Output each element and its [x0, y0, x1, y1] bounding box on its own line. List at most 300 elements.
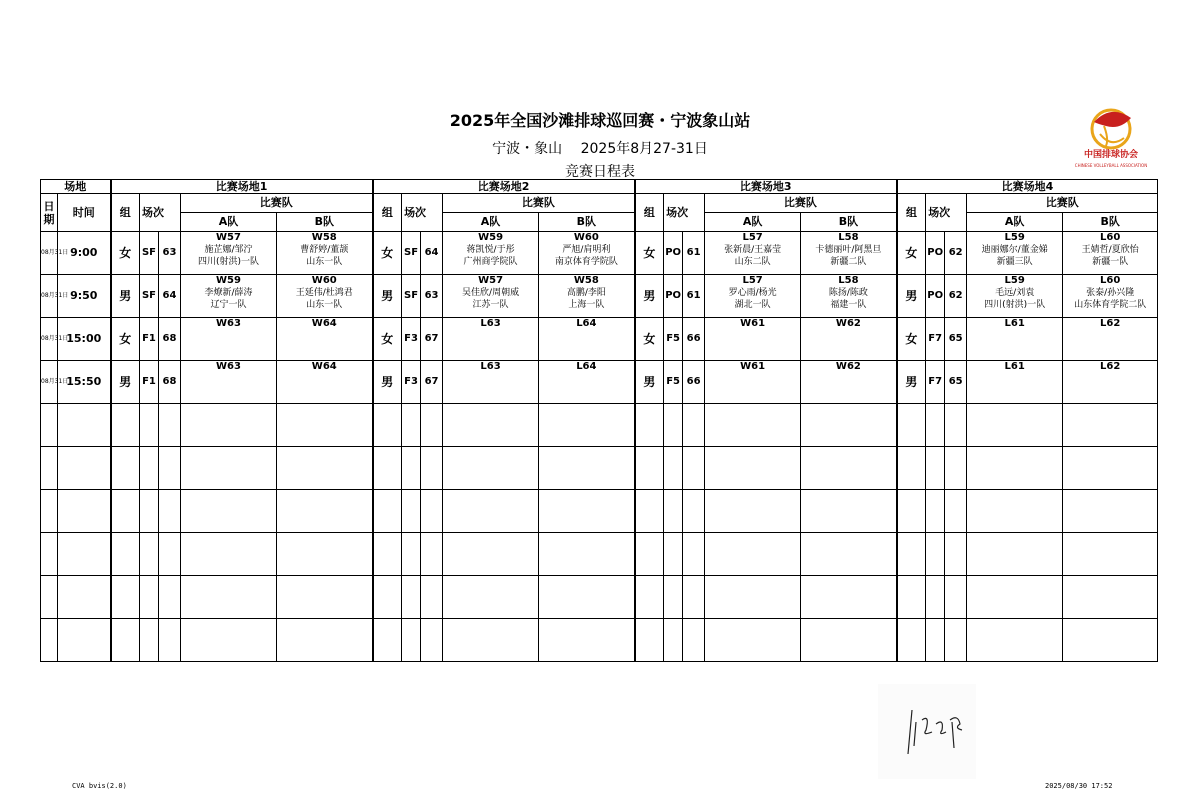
team-a-header: A队	[181, 213, 277, 232]
empty-cell	[539, 619, 635, 662]
team-seed: L57	[742, 232, 763, 243]
teams-header: 比赛队	[181, 194, 373, 213]
empty-cell	[539, 490, 635, 533]
empty-cell	[897, 576, 926, 619]
empty-cell	[140, 619, 159, 662]
team-a-cell	[443, 275, 539, 318]
team-seed: W57	[478, 275, 504, 286]
team-b-cell	[539, 318, 635, 361]
empty-cell	[705, 447, 801, 490]
match-header: 场次	[140, 194, 181, 232]
empty-cell	[945, 447, 967, 490]
team-a-cell	[705, 232, 801, 275]
group-cell: 女	[635, 318, 664, 361]
empty-cell	[140, 490, 159, 533]
team-b-cell	[539, 275, 635, 318]
empty-cell	[159, 447, 181, 490]
team-b-cell	[1063, 232, 1158, 275]
empty-cell	[539, 576, 635, 619]
team-players: 李燎新/薛涛	[204, 288, 253, 298]
team-b-cell	[801, 275, 897, 318]
match-number-cell: 62	[945, 275, 967, 318]
empty-cell	[1063, 619, 1158, 662]
round-cell: F7	[926, 361, 945, 404]
empty-cell	[277, 576, 373, 619]
empty-cell	[664, 404, 683, 447]
team-club: 广州商学院队	[463, 257, 518, 267]
empty-cell	[664, 490, 683, 533]
round-cell: PO	[664, 232, 683, 275]
empty-cell	[277, 447, 373, 490]
empty-schedule-row	[41, 447, 1158, 490]
date-cell: 08月31日	[41, 318, 58, 361]
group-cell: 男	[111, 361, 140, 404]
team-a-cell	[967, 232, 1063, 275]
empty-cell	[421, 404, 443, 447]
empty-cell	[635, 533, 664, 576]
team-a-header: A队	[967, 213, 1063, 232]
handwritten-signature	[878, 684, 976, 779]
empty-cell	[635, 619, 664, 662]
match-number-cell: 68	[159, 318, 181, 361]
empty-cell	[926, 490, 945, 533]
team-seed: W63	[216, 361, 241, 372]
team-a-cell	[181, 275, 277, 318]
group-header: 组	[635, 194, 664, 232]
empty-cell	[402, 404, 421, 447]
match-number-cell: 65	[945, 318, 967, 361]
empty-cell	[664, 619, 683, 662]
team-a-cell	[443, 361, 539, 404]
match-number-cell: 64	[159, 275, 181, 318]
empty-cell	[111, 490, 140, 533]
match-number-cell: 62	[945, 232, 967, 275]
team-b-header: B队	[801, 213, 897, 232]
team-a-cell	[443, 232, 539, 275]
table-caption: 竞赛日程表	[565, 164, 635, 180]
teams-header: 比赛队	[705, 194, 897, 213]
team-seed: L57	[742, 275, 763, 286]
match-header: 场次	[402, 194, 443, 232]
match-number-cell: 65	[945, 361, 967, 404]
empty-cell	[373, 533, 402, 576]
team-seed: W57	[216, 232, 241, 243]
empty-cell	[181, 447, 277, 490]
team-b-cell	[801, 232, 897, 275]
empty-cell	[539, 533, 635, 576]
group-cell: 男	[111, 275, 140, 318]
team-seed: L64	[576, 361, 597, 372]
teams-header: 比赛队	[967, 194, 1158, 213]
group-cell: 女	[373, 318, 402, 361]
empty-cell	[58, 404, 111, 447]
team-club: 新疆一队	[1092, 257, 1129, 267]
empty-cell	[683, 404, 705, 447]
group-cell: 男	[373, 361, 402, 404]
empty-cell	[897, 533, 926, 576]
match-number-cell: 63	[159, 232, 181, 275]
empty-cell	[945, 533, 967, 576]
empty-cell	[897, 404, 926, 447]
team-a-cell	[967, 318, 1063, 361]
match-number-cell: 66	[683, 361, 705, 404]
empty-cell	[897, 490, 926, 533]
team-players: 陈扬/陈政	[828, 288, 868, 298]
empty-cell	[683, 447, 705, 490]
empty-cell	[373, 404, 402, 447]
empty-cell	[58, 576, 111, 619]
team-seed: W60	[573, 232, 599, 243]
empty-cell	[402, 533, 421, 576]
round-cell: PO	[926, 232, 945, 275]
empty-cell	[41, 404, 58, 447]
time-cell: 15:50	[58, 361, 111, 404]
empty-cell	[140, 447, 159, 490]
team-a-cell	[181, 361, 277, 404]
empty-cell	[801, 619, 897, 662]
venue-header-4: 比赛场地4	[897, 180, 1158, 194]
team-b-cell	[277, 275, 373, 318]
round-cell: F3	[402, 318, 421, 361]
round-cell: F7	[926, 318, 945, 361]
team-players: 施芷娜/邹泞	[204, 245, 253, 255]
empty-cell	[111, 576, 140, 619]
team-seed: L59	[1004, 275, 1025, 286]
empty-cell	[421, 619, 443, 662]
team-seed: W64	[311, 361, 337, 372]
empty-cell	[277, 619, 373, 662]
empty-cell	[402, 576, 421, 619]
team-b-cell	[1063, 275, 1158, 318]
team-club: 福建一队	[830, 300, 867, 310]
team-players: 蒋凯悦/于彤	[466, 245, 515, 255]
empty-cell	[683, 576, 705, 619]
team-club: 山东一队	[306, 300, 343, 310]
group-header: 组	[373, 194, 402, 232]
group-cell: 女	[111, 232, 140, 275]
team-players: 王延伟/杜鸿君	[295, 288, 353, 298]
team-seed: L61	[1004, 318, 1025, 329]
team-players: 张新晨/王嘉莹	[724, 245, 782, 255]
empty-cell	[421, 490, 443, 533]
empty-cell	[421, 576, 443, 619]
team-club: 辽宁一队	[210, 300, 247, 310]
team-club: 山东二队	[734, 257, 771, 267]
team-club: 湖北一队	[734, 300, 771, 310]
round-cell: SF	[140, 232, 159, 275]
team-b-cell	[1063, 318, 1158, 361]
team-seed: W58	[311, 232, 337, 243]
empty-cell	[58, 447, 111, 490]
match-number-cell: 63	[421, 275, 443, 318]
empty-cell	[373, 490, 402, 533]
empty-cell	[140, 533, 159, 576]
empty-cell	[140, 576, 159, 619]
group-cell: 男	[635, 275, 664, 318]
round-cell: F5	[664, 318, 683, 361]
empty-cell	[705, 619, 801, 662]
team-players: 吴佳欣/周朝威	[462, 288, 520, 298]
empty-cell	[140, 404, 159, 447]
empty-cell	[181, 404, 277, 447]
team-players: 迪丽娜尔/董金娣	[981, 245, 1048, 255]
empty-cell	[926, 576, 945, 619]
empty-cell	[277, 533, 373, 576]
empty-cell	[159, 576, 181, 619]
schedule-table	[40, 179, 1158, 662]
empty-cell	[705, 576, 801, 619]
group-cell: 男	[635, 361, 664, 404]
empty-cell	[705, 404, 801, 447]
date-cell: 08月31日	[41, 361, 58, 404]
empty-cell	[683, 490, 705, 533]
empty-cell	[181, 533, 277, 576]
team-seed: W59	[216, 275, 241, 286]
empty-cell	[159, 490, 181, 533]
empty-cell	[635, 576, 664, 619]
round-cell: SF	[402, 275, 421, 318]
team-b-header: B队	[1063, 213, 1158, 232]
empty-cell	[41, 576, 58, 619]
empty-cell	[705, 490, 801, 533]
schedule-row	[41, 232, 1158, 275]
team-a-cell	[705, 361, 801, 404]
empty-cell	[443, 576, 539, 619]
empty-cell	[111, 447, 140, 490]
group-cell: 男	[373, 275, 402, 318]
venue-header-1: 比赛场地1	[111, 180, 373, 194]
empty-cell	[159, 619, 181, 662]
empty-cell	[967, 490, 1063, 533]
team-players: 卡德丽叶/阿黑旦	[815, 245, 882, 255]
empty-cell	[443, 619, 539, 662]
team-club: 山东体育学院二队	[1074, 300, 1147, 310]
team-seed: L58	[838, 275, 859, 286]
empty-cell	[801, 404, 897, 447]
empty-cell	[443, 447, 539, 490]
team-seed: W61	[740, 361, 766, 372]
empty-cell	[635, 404, 664, 447]
empty-cell	[945, 490, 967, 533]
group-header: 组	[111, 194, 140, 232]
team-seed: L64	[576, 318, 597, 329]
empty-cell	[402, 619, 421, 662]
empty-cell	[1063, 533, 1158, 576]
team-seed: L60	[1100, 275, 1121, 286]
empty-cell	[373, 447, 402, 490]
empty-cell	[181, 619, 277, 662]
empty-cell	[373, 619, 402, 662]
team-b-cell	[801, 318, 897, 361]
empty-schedule-row	[41, 404, 1158, 447]
team-seed: L63	[480, 318, 501, 329]
empty-cell	[635, 490, 664, 533]
empty-cell	[58, 490, 111, 533]
empty-cell	[58, 533, 111, 576]
team-a-cell	[181, 318, 277, 361]
team-seed: L58	[838, 232, 859, 243]
time-cell: 9:50	[58, 275, 111, 318]
team-seed: W64	[311, 318, 337, 329]
empty-cell	[683, 533, 705, 576]
team-players: 毛远/刘袁	[995, 288, 1035, 298]
match-number-cell: 66	[683, 318, 705, 361]
empty-cell	[967, 447, 1063, 490]
team-b-header: B队	[539, 213, 635, 232]
team-players: 王婧哲/夏欣怡	[1081, 245, 1139, 255]
team-b-header: B队	[277, 213, 373, 232]
team-club: 上海一队	[568, 300, 605, 310]
round-cell: SF	[140, 275, 159, 318]
date-cell: 08月31日	[41, 275, 58, 318]
empty-schedule-row	[41, 619, 1158, 662]
date-header: 日期	[41, 194, 58, 232]
match-header: 场次	[664, 194, 705, 232]
team-seed: W62	[835, 318, 861, 329]
empty-cell	[181, 490, 277, 533]
round-cell: F1	[140, 318, 159, 361]
time-header: 时间	[58, 194, 111, 232]
empty-cell	[683, 619, 705, 662]
empty-cell	[111, 533, 140, 576]
empty-cell	[41, 447, 58, 490]
empty-cell	[443, 490, 539, 533]
empty-schedule-row	[41, 490, 1158, 533]
match-number-cell: 68	[159, 361, 181, 404]
team-a-cell	[705, 318, 801, 361]
group-cell: 女	[897, 232, 926, 275]
empty-schedule-row	[41, 576, 1158, 619]
empty-cell	[801, 576, 897, 619]
team-seed: L60	[1100, 232, 1121, 243]
empty-cell	[539, 447, 635, 490]
team-a-cell	[967, 275, 1063, 318]
team-seed: W63	[216, 318, 241, 329]
round-cell: F5	[664, 361, 683, 404]
empty-cell	[443, 533, 539, 576]
team-a-cell	[443, 318, 539, 361]
empty-cell	[402, 447, 421, 490]
empty-cell	[111, 619, 140, 662]
signature-icon	[878, 684, 976, 779]
team-seed: W61	[740, 318, 766, 329]
empty-cell	[443, 404, 539, 447]
team-a-cell	[967, 361, 1063, 404]
team-players: 严旭/肩明利	[562, 245, 611, 255]
empty-cell	[801, 533, 897, 576]
team-b-cell	[277, 318, 373, 361]
empty-cell	[897, 619, 926, 662]
empty-cell	[181, 576, 277, 619]
match-header: 场次	[926, 194, 967, 232]
empty-cell	[1063, 576, 1158, 619]
footer-timestamp: 2025/08/30 17:52	[1045, 782, 1113, 790]
group-header: 组	[897, 194, 926, 232]
team-club: 南京体育学院队	[554, 257, 618, 267]
empty-cell	[1063, 404, 1158, 447]
schedule-row	[41, 361, 1158, 404]
empty-cell	[705, 533, 801, 576]
footer-version: CVA bvis(2.0)	[72, 782, 127, 790]
round-cell: SF	[402, 232, 421, 275]
group-cell: 女	[897, 318, 926, 361]
empty-cell	[277, 404, 373, 447]
empty-cell	[421, 533, 443, 576]
team-seed: W59	[478, 232, 504, 243]
empty-cell	[801, 447, 897, 490]
team-seed: W58	[573, 275, 599, 286]
group-cell: 女	[373, 232, 402, 275]
team-players: 张泰/孙兴隆	[1086, 288, 1135, 298]
empty-cell	[159, 404, 181, 447]
venue-header-3: 比赛场地3	[635, 180, 897, 194]
match-number-cell: 67	[421, 361, 443, 404]
team-a-header: A队	[443, 213, 539, 232]
team-club: 江苏一队	[472, 300, 509, 310]
empty-cell	[897, 447, 926, 490]
empty-cell	[58, 619, 111, 662]
team-b-cell	[277, 232, 373, 275]
empty-cell	[402, 490, 421, 533]
team-club: 新疆三队	[996, 257, 1033, 267]
schedule-row	[41, 318, 1158, 361]
empty-cell	[421, 447, 443, 490]
empty-cell	[967, 576, 1063, 619]
team-b-cell	[539, 361, 635, 404]
match-number-cell: 61	[683, 232, 705, 275]
team-b-cell	[539, 232, 635, 275]
team-seed: L61	[1004, 361, 1025, 372]
empty-cell	[1063, 447, 1158, 490]
empty-cell	[664, 447, 683, 490]
group-cell: 女	[111, 318, 140, 361]
empty-cell	[926, 533, 945, 576]
empty-cell	[945, 576, 967, 619]
volleyball-emblem-icon	[1076, 104, 1146, 154]
team-players: 曹舒婷/董颉	[300, 245, 349, 255]
team-seed: L62	[1100, 318, 1121, 329]
empty-cell	[926, 619, 945, 662]
venue-col-header: 场地	[41, 180, 111, 194]
schedule-row	[41, 275, 1158, 318]
team-seed: W60	[311, 275, 337, 286]
team-club: 四川(射洪)一队	[197, 257, 260, 267]
team-a-cell	[181, 232, 277, 275]
team-seed: W62	[835, 361, 861, 372]
empty-cell	[111, 404, 140, 447]
empty-cell	[159, 533, 181, 576]
empty-cell	[635, 447, 664, 490]
empty-cell	[373, 576, 402, 619]
match-number-cell: 67	[421, 318, 443, 361]
time-cell: 15:00	[58, 318, 111, 361]
date-cell: 08月31日	[41, 232, 58, 275]
empty-cell	[41, 490, 58, 533]
empty-cell	[801, 490, 897, 533]
match-number-cell: 64	[421, 232, 443, 275]
team-a-cell	[705, 275, 801, 318]
empty-cell	[926, 447, 945, 490]
team-seed: L63	[480, 361, 501, 372]
empty-cell	[967, 619, 1063, 662]
group-cell: 女	[635, 232, 664, 275]
time-cell: 9:00	[58, 232, 111, 275]
empty-cell	[41, 619, 58, 662]
team-club: 山东一队	[306, 257, 343, 267]
empty-cell	[539, 404, 635, 447]
empty-cell	[664, 576, 683, 619]
logo-subtext: CHINESE VOLLEYBALL ASSOCIATION	[1074, 163, 1148, 168]
